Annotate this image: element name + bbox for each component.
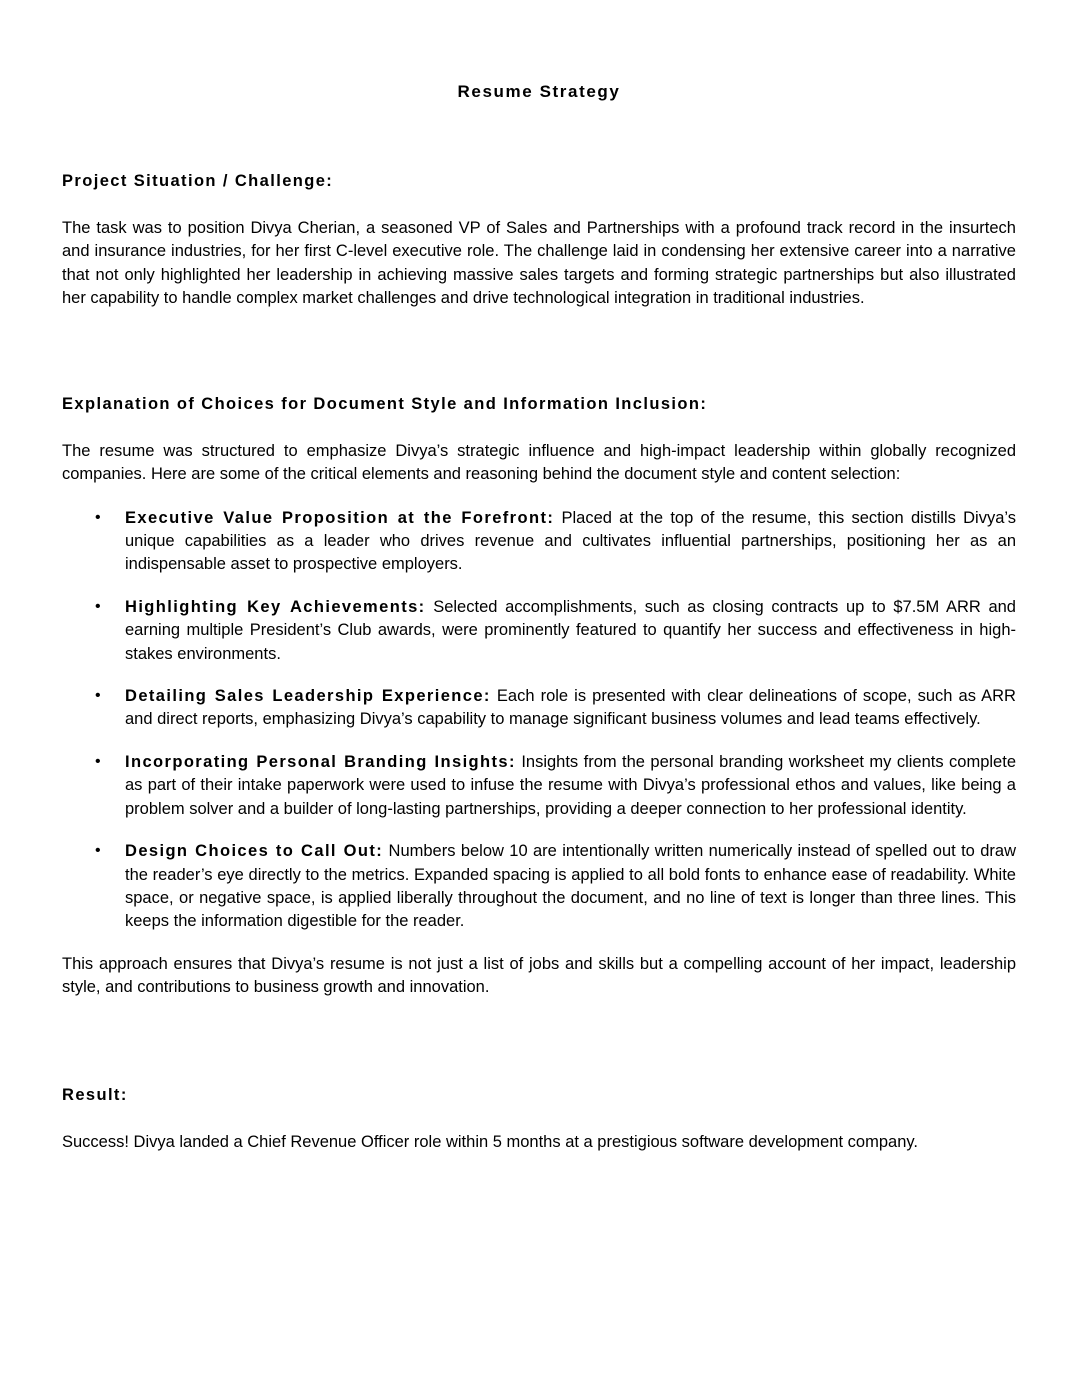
- section-heading-situation: Project Situation / Challenge:: [62, 172, 334, 190]
- bullet-label: Highlighting Key Achievements:: [125, 597, 426, 616]
- bullet-marker-icon: •: [95, 597, 101, 615]
- bullet-text: Placed at the top of the resume, this section distills Divya’s unique capabilities as a leader who drives revenue and cultivates influential partnerships, positioning her as an indispensable asset to prospective employers.: [125, 508, 1016, 574]
- paragraph-situation-body: The task was to position Divya Cherian, a seasoned VP of Sales and Partnerships with a profound track record in the insurtech and insurance industries, for her first C-level executive role. The challenge laid in condensing her extensive career into a narrative that not only highlighted her leadership in achieving massive sales targets and forming strategic partnerships but also illustrated her capability to handle complex market challenges and drive technological integration in traditional industries.: [62, 219, 1016, 308]
- bullet-text: Selected accomplishments, such as closing contracts up to $7.5M ARR and earning multiple President’s Club awards, were prominently featured to quantify her success and effectiveness in high-stakes environments.: [125, 597, 1016, 663]
- paragraph-result-body: Success! Divya landed a Chief Revenue Officer role within 5 months at a prestigious software development company.: [62, 1132, 918, 1151]
- bullet-item: [95, 751, 1016, 821]
- paragraph-explanation-intro: The resume was structured to emphasize Divya’s strategic influence and high-impact leadership within globally recognized companies. Here are some of the critical elements and reasoning behind the document style and content selection:: [62, 441, 1016, 484]
- section-heading-result: Result:: [62, 1085, 128, 1104]
- bullet-item: [95, 507, 1016, 577]
- bullet-label: Design Choices to Call Out:: [125, 842, 384, 861]
- bullet-label: Executive Value Proposition at the Forefront:: [125, 508, 555, 527]
- bullet-marker-icon: •: [95, 508, 101, 526]
- bullet-list: [62, 507, 1016, 934]
- bullet-text: Insights from the personal branding worksheet my clients complete as part of their intake paperwork were used to infuse the resume with Divya’s professional ethos and values, like being a problem solver and a builder of long-lasting partnerships, providing a deeper connection to her professional identity.: [125, 752, 1016, 818]
- bullet-label: Detailing Sales Leadership Experience:: [125, 687, 491, 706]
- bullet-label: Incorporating Personal Branding Insights:: [125, 752, 516, 771]
- paragraph-explanation-outro: This approach ensures that Divya’s resume is not just a list of jobs and skills but a compelling account of her impact, leadership style, and contributions to business growth and innovation.: [62, 954, 1016, 997]
- bullet-text: Numbers below 10 are intentionally written numerically instead of spelled out to draw the reader’s eye directly to the metrics. Expanded spacing is applied to all bold fonts to enhance ease of readability. White space, or negative space, is applied liberally throughout the document, and no line of text is longer than three lines. This keeps the information digestible for the reader.: [125, 842, 1016, 931]
- bullet-item: [95, 840, 1016, 934]
- bullet-marker-icon: •: [95, 752, 101, 770]
- section-heading-explanation: Explanation of Choices for Document Style and Information Inclusion:: [62, 394, 708, 413]
- document-title: Resume Strategy: [457, 82, 621, 101]
- bullet-item: [95, 596, 1016, 666]
- bullet-marker-icon: •: [95, 842, 101, 860]
- bullet-text: Each role is presented with clear delineations of scope, such as ARR and direct reports, emphasizing Divya’s capability to manage significant business volumes and lead teams effectively.: [125, 687, 1016, 729]
- bullet-marker-icon: •: [95, 687, 101, 705]
- bullet-item: [95, 685, 1016, 732]
